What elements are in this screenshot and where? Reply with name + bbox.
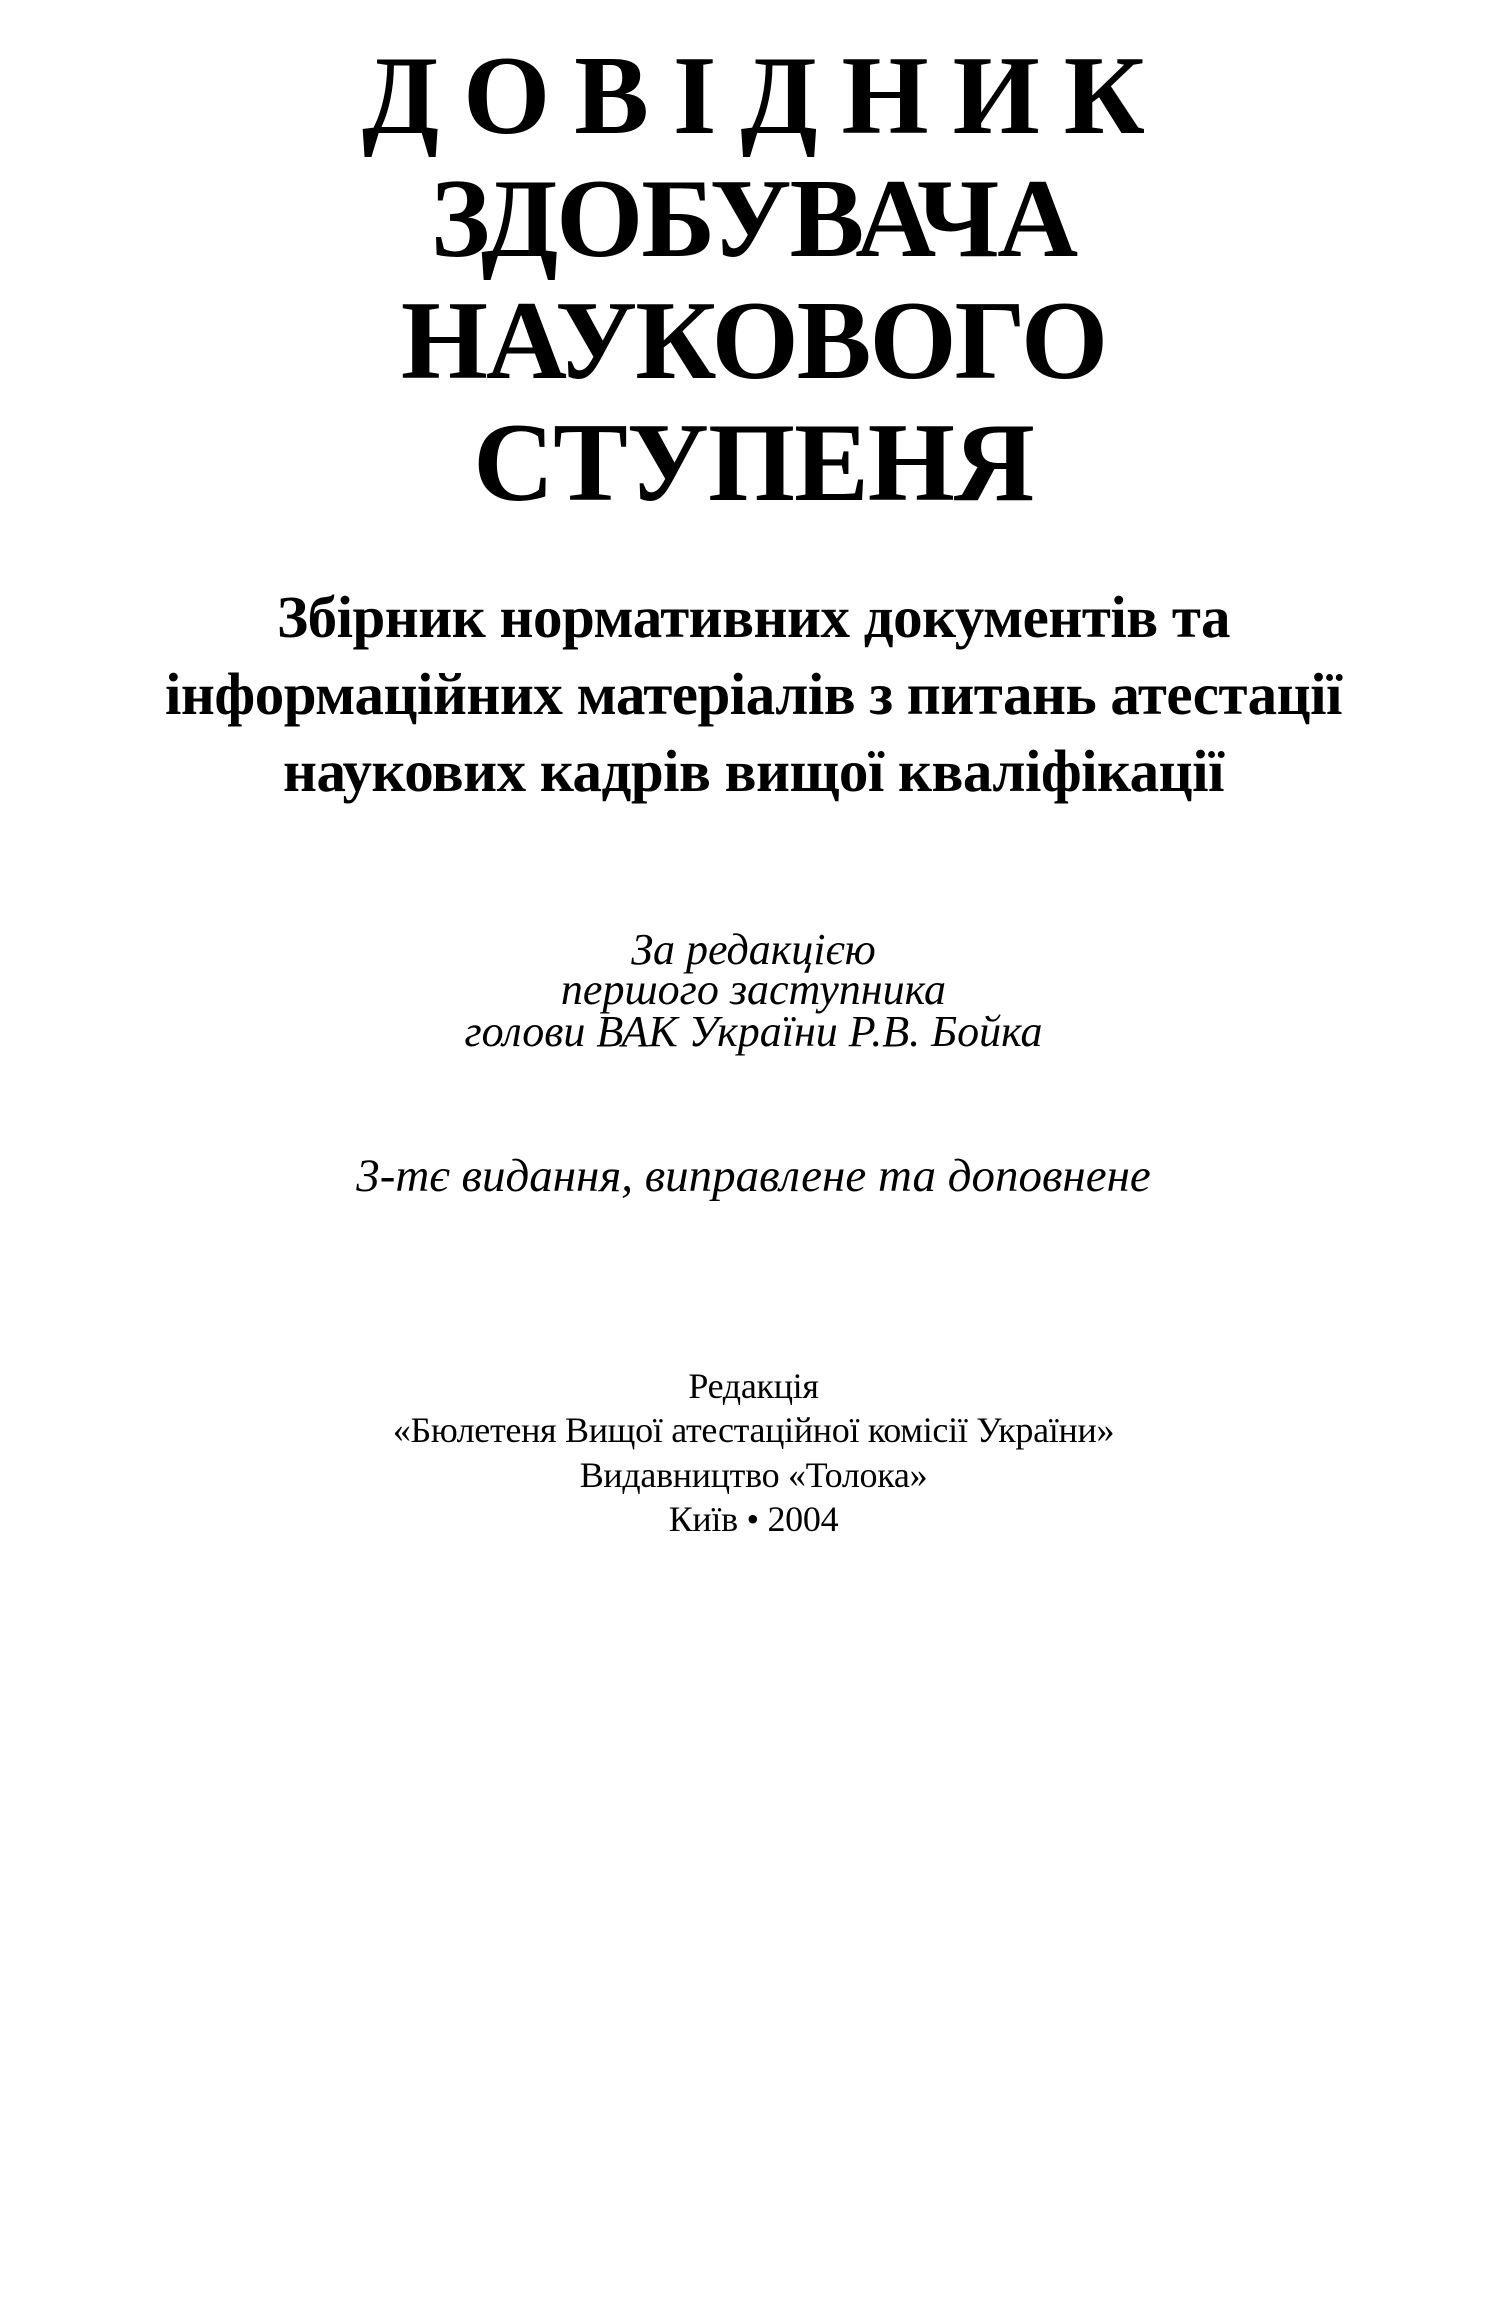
title-line-1: ДОВІДНИК bbox=[362, 34, 1169, 158]
editor-line-3: голови ВАК України Р.В. Бойка bbox=[464, 1007, 1043, 1056]
title-line-3: НАУКОВОГО bbox=[400, 279, 1107, 403]
subtitle-line-1: Збірник нормативних документів та bbox=[276, 584, 1231, 650]
publisher-line-4: Київ • 2004 bbox=[668, 1499, 839, 1539]
publisher-line-2: «Бюлетеня Вищої атестаційної комісії України» bbox=[392, 1410, 1115, 1450]
edition-note: 3-тє видання, виправлене та доповнене bbox=[356, 1150, 1151, 1202]
subtitle-line-2: інформаційних матеріалів з питань атестації bbox=[165, 661, 1342, 727]
editor-line-2: першого заступника bbox=[560, 965, 947, 1014]
publisher-line-3: Видавництво «Толока» bbox=[579, 1455, 928, 1495]
editor-line-1: За редакцією bbox=[631, 925, 876, 974]
title-line-4: СТУПЕНЯ bbox=[473, 401, 1034, 525]
publisher-line-1: Редакція bbox=[688, 1366, 819, 1406]
subtitle-line-3: наукових кадрів вищої кваліфікації bbox=[283, 738, 1224, 804]
title-line-2: ЗДОБУВАЧА bbox=[430, 157, 1077, 281]
